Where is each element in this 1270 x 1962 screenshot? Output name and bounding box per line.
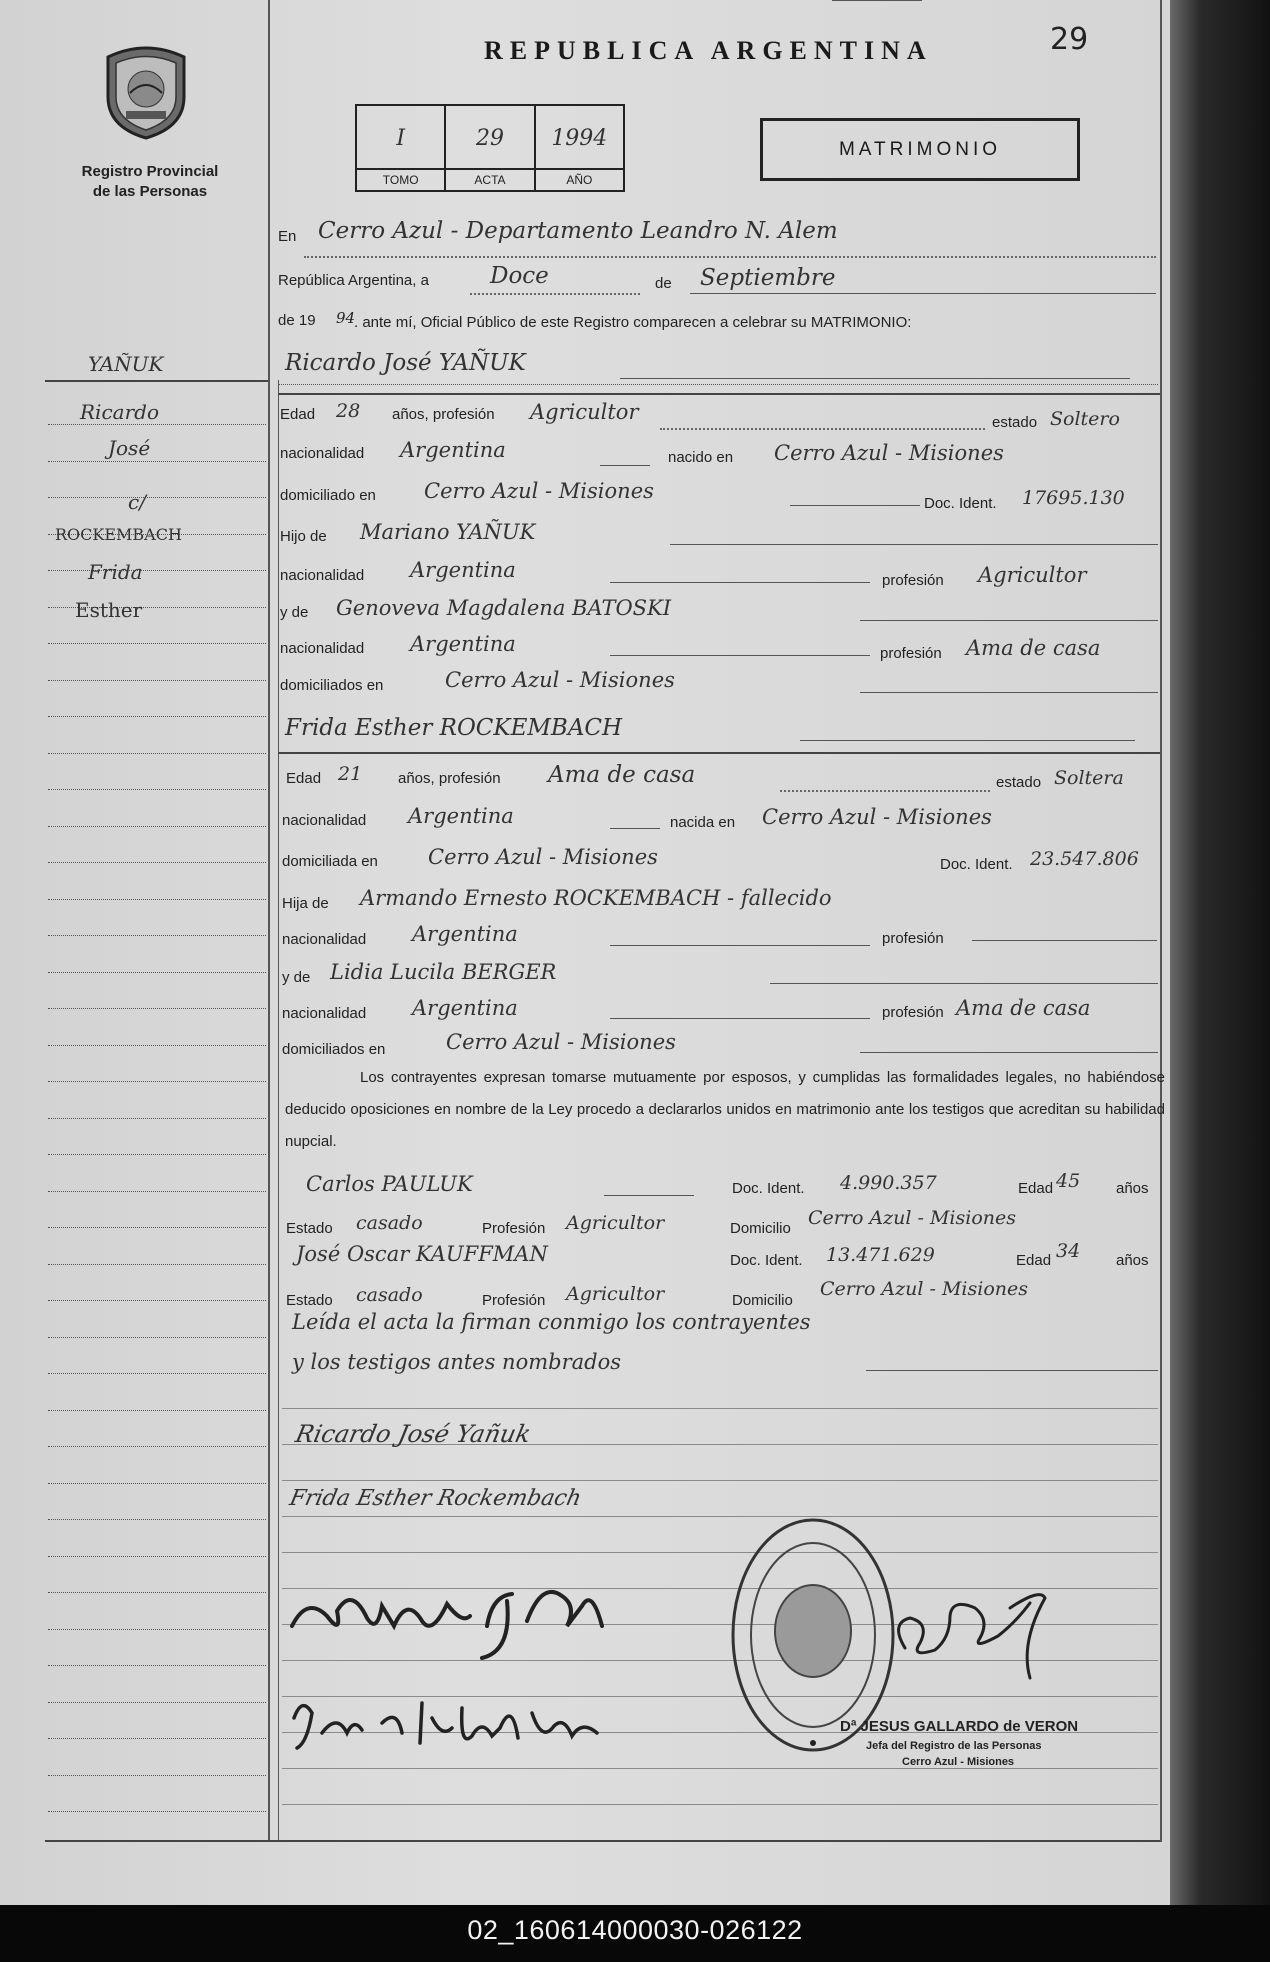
groom-mother-nat: Argentina [410, 632, 516, 656]
closing-line-2: y los testigos antes nombrados [292, 1350, 621, 1374]
bride-father-nat-label: nacionalidad [282, 931, 367, 948]
groom-father-nat: Argentina [410, 558, 516, 582]
groom-father-nat-label: nacionalidad [280, 567, 365, 584]
witness2-dom: Cerro Azul - Misiones [820, 1278, 1028, 1300]
margin-rule [48, 826, 266, 827]
groom-mother: Genoveva Magdalena BATOSKI [336, 596, 672, 620]
content-rule [282, 1480, 1158, 1481]
witness2-doc-label: Doc. Ident. [730, 1252, 803, 1269]
margin-rule [48, 1811, 266, 1812]
groom-mother-line [860, 620, 1158, 621]
witness2-prof: Agricultor [566, 1283, 665, 1305]
bride-father-nat-line [610, 945, 870, 946]
officer-statement: . ante mí, Oficial Público de este Registro comparecen a celebrar su MATRIMONIO: [354, 314, 912, 331]
witness2-estado-label: Estado [286, 1292, 333, 1309]
bride-father-nat: Argentina [412, 922, 518, 946]
year-prefix: de 19 [278, 312, 316, 329]
groom-mother-nat-label: nacionalidad [280, 640, 365, 657]
margin-rule [48, 753, 266, 754]
bride-father-prof-label: profesión [882, 930, 944, 947]
anio-cell [536, 106, 623, 190]
margin-rule [48, 1483, 266, 1484]
groom-father-line [670, 544, 1158, 545]
margin-rule [48, 1519, 266, 1520]
bride-parents-dom: Cerro Azul - Misiones [446, 1030, 676, 1054]
month-value: Septiembre [700, 265, 836, 291]
margin-rule [48, 1775, 266, 1776]
margin-rule [48, 972, 266, 973]
witness2-anos-label: años [1116, 1252, 1149, 1269]
margin-rule [48, 899, 266, 900]
bride-mother: Lidia Lucila BERGER [330, 960, 557, 984]
registry-heading [55, 162, 245, 202]
officer-location: Cerro Azul - Misiones [902, 1756, 1015, 1768]
margin-rule [48, 789, 266, 790]
tomo-label: TOMO [357, 168, 444, 190]
groom-father-prof: Agricultor [978, 563, 1087, 587]
republica-label: República Argentina, a [278, 272, 429, 289]
day-leader [470, 293, 640, 295]
witness1-dom-label: Domicilio [730, 1220, 791, 1237]
margin-rule [48, 643, 266, 644]
bride-prof-leader [780, 790, 990, 792]
groom-age-label: Edad [280, 406, 316, 423]
registry-line-2: de las Personas [92, 183, 208, 200]
groom-nacido-label: nacido en [668, 449, 734, 466]
groom-father: Mariano YAÑUK [360, 520, 536, 544]
content-rule [282, 1552, 1158, 1553]
margin-rule [48, 1337, 266, 1338]
witness1-signature [282, 1566, 622, 1666]
margin-rule [48, 1592, 266, 1593]
groom-dom-line [790, 505, 920, 506]
groom-parents-dom-label: domiciliados en [280, 677, 384, 694]
groom-yde-label: y de [280, 604, 309, 621]
de-label: de [655, 275, 672, 292]
bride-anos-label: años, profesión [398, 770, 501, 787]
margin-rule [48, 1373, 266, 1374]
bride-doc-label: Doc. Ident. [940, 856, 1013, 873]
scan-file-code: 02_160614000030-026122 [467, 1915, 803, 1945]
bride-civil-status: Soltera [1054, 767, 1124, 789]
witness2-doc: 13.471.629 [826, 1244, 935, 1266]
margin-rule [48, 497, 266, 498]
content-rule [282, 1768, 1158, 1769]
margin-top-rule [45, 380, 268, 382]
margin-connector: c/ [128, 490, 146, 514]
page-number: 29 [1050, 22, 1089, 57]
margin-rule [48, 1556, 266, 1557]
officer-name: Dª JESUS GALLARDO de VERON [840, 1718, 1079, 1735]
right-border [1160, 0, 1162, 1842]
margin-rule [48, 1081, 266, 1082]
bride-hija-label: Hija de [282, 895, 329, 912]
groom-full-name: Ricardo José YAÑUK [285, 350, 526, 376]
record-type-box: MATRIMONIO [760, 118, 1080, 181]
bride-mother-nat-line [610, 1018, 870, 1019]
witness1-prof: Agricultor [566, 1212, 665, 1234]
groom-mother-nat-line [610, 655, 870, 656]
margin-given-1: Ricardo [80, 400, 159, 424]
groom-domicile: Cerro Azul - Misiones [424, 479, 654, 503]
groom-profession: Agricultor [530, 400, 639, 424]
groom-nat-label: nacionalidad [280, 445, 365, 462]
margin-rule [48, 1264, 266, 1265]
registry-line-1: Registro Provincial [81, 163, 219, 180]
margin-rule [48, 1410, 266, 1411]
groom-anos-label: años, profesión [392, 406, 495, 423]
margin-rule [48, 716, 266, 717]
groom-dom-label: domiciliado en [280, 487, 376, 504]
margin-given-2: José [108, 436, 151, 460]
groom-mother-prof-label: profesión [880, 645, 942, 662]
bottom-rule [45, 1840, 1160, 1842]
bride-mother-nat: Argentina [412, 996, 518, 1020]
witness2-status: casado [356, 1284, 423, 1306]
groom-nationality: Argentina [400, 438, 506, 462]
witness1-estado-label: Estado [286, 1220, 333, 1237]
margin-rule [48, 1008, 266, 1009]
groom-prof-leader [660, 428, 985, 430]
margin-rule [48, 1629, 266, 1630]
witness2-name: José Oscar KAUFFMAN [296, 1242, 548, 1266]
groom-father-prof-label: profesión [882, 572, 944, 589]
margin-spouse-given-2: Esther [75, 598, 143, 622]
bride-father-prof-line [972, 940, 1157, 941]
margin-rule [48, 1300, 266, 1301]
declaration-text: Los contrayentes expresan tomarse mutuamente por esposos, y cumplidas las formalidades legales, no habiéndose deducido oposiciones en nombre de la Ley procedo a declararlos unidos en matrimonio ante los testigos que acreditan su habilidad nupcial. [285, 1069, 1165, 1150]
record-reference-box [355, 104, 625, 192]
acta-label: ACTA [446, 168, 533, 190]
margin-rule [48, 461, 266, 462]
bride-signature: Frida Esther Rockembach [287, 1486, 584, 1511]
day-value: Doce [490, 263, 549, 289]
margin-rule [48, 935, 266, 936]
bride-nacida-label: nacida en [670, 814, 736, 831]
bride-dom-line [832, 0, 922, 1]
bride-name-line [800, 740, 1135, 741]
bride-age-label: Edad [286, 770, 322, 787]
bride-mother-prof-label: profesión [882, 1004, 944, 1021]
bride-section-rule [278, 752, 1160, 754]
margin-rule [48, 1446, 266, 1447]
bride-full-name: Frida Esther ROCKEMBACH [285, 715, 623, 741]
witness2-edad-label: Edad [1016, 1252, 1052, 1269]
content-rule [282, 1804, 1158, 1805]
witness2-dom-label: Domicilio [732, 1292, 793, 1309]
groom-doc-label: Doc. Ident. [924, 495, 997, 512]
margin-rule [48, 424, 266, 425]
anio-value: 1994 [551, 126, 608, 151]
closing-line-rule [866, 1370, 1158, 1371]
groom-parents-dom-line [860, 692, 1158, 693]
country-title: REPUBLICA ARGENTINA [484, 36, 933, 65]
witness1-name: Carlos PAULUK [306, 1172, 473, 1196]
bride-nat-label: nacionalidad [282, 812, 367, 829]
witness1-age: 45 [1056, 1170, 1081, 1192]
margin-surname: YAÑUK [88, 352, 164, 376]
bride-mother-line [770, 983, 1158, 984]
witness2-age: 34 [1056, 1240, 1081, 1262]
margin-rule [48, 680, 266, 681]
bride-mother-prof: Ama de casa [956, 996, 1091, 1020]
witness1-name-line [604, 1195, 694, 1196]
witness1-doc-label: Doc. Ident. [732, 1180, 805, 1197]
groom-father-nat-line [610, 582, 870, 583]
bride-profession: Ama de casa [548, 762, 696, 788]
groom-civil-status: Soltero [1050, 408, 1120, 430]
groom-name-line [620, 378, 1130, 379]
month-line [690, 293, 1156, 294]
witness1-status: casado [356, 1212, 423, 1234]
margin-rule [48, 1738, 266, 1739]
groom-mother-prof: Ama de casa [966, 636, 1101, 660]
closing-line-1: Leída el acta la firman conmigo los contrayentes [292, 1310, 811, 1334]
margin-rule [48, 1665, 266, 1666]
margin-rule [48, 1191, 266, 1192]
witness1-dom: Cerro Azul - Misiones [808, 1207, 1016, 1229]
bride-estado-label: estado [996, 774, 1042, 791]
bride-birthplace: Cerro Azul - Misiones [762, 805, 992, 829]
bride-yde-label: y de [282, 969, 311, 986]
margin-rule [48, 1045, 266, 1046]
bride-nationality: Argentina [408, 804, 514, 828]
witness1-prof-label: Profesión [482, 1220, 546, 1237]
acta-cell [446, 106, 535, 190]
margin-rule [48, 862, 266, 863]
place-value: Cerro Azul - Departamento Leandro N. Alem [318, 218, 838, 244]
content-left-border [278, 380, 279, 1840]
witness2-signature [282, 1688, 622, 1758]
margin-rule [48, 1702, 266, 1703]
groom-estado-label: estado [992, 414, 1038, 431]
margin-spouse-surname: ROCKEMBACH [55, 525, 182, 544]
margin-rule [48, 1227, 266, 1228]
witness1-edad-label: Edad [1018, 1180, 1054, 1197]
bride-doc: 23.547.806 [1030, 848, 1139, 870]
place-leader [304, 256, 1156, 258]
en-label: En [278, 228, 297, 245]
content-rule [282, 1516, 1158, 1517]
bride-parents-dom-line [860, 1052, 1158, 1053]
bride-father: Armando Ernesto ROCKEMBACH - fallecido [360, 886, 832, 910]
margin-rule [48, 570, 266, 571]
margin-divider [268, 0, 270, 1842]
margin-rule [48, 1154, 266, 1155]
scan-edge-shadow [1170, 0, 1270, 1905]
margin-rule [48, 1118, 266, 1119]
bride-mother-nat-label: nacionalidad [282, 1005, 367, 1022]
witness1-anos-label: años [1116, 1180, 1149, 1197]
bride-age: 21 [338, 763, 363, 785]
groom-name-rule [278, 384, 1158, 385]
groom-age: 28 [336, 400, 361, 422]
year-suffix: 94 [336, 309, 356, 327]
officer-signature [880, 1578, 1050, 1688]
content-rule [282, 1408, 1158, 1409]
bride-nat-line [610, 828, 660, 829]
anio-label: AÑO [536, 168, 623, 190]
groom-parents-dom: Cerro Azul - Misiones [445, 668, 675, 692]
groom-signature: Ricardo José Yañuk [293, 1420, 534, 1448]
bride-parents-dom-label: domiciliados en [282, 1041, 386, 1058]
witness2-prof-label: Profesión [482, 1292, 546, 1309]
groom-doc: 17695.130 [1022, 487, 1125, 509]
tomo-value: I [396, 126, 406, 151]
margin-spouse-given-1: Frida [88, 560, 143, 584]
groom-hijo-label: Hijo de [280, 528, 327, 545]
bride-dom-label: domiciliada en [282, 853, 378, 870]
acta-value: 29 [475, 126, 504, 151]
witness1-doc: 4.990.357 [840, 1172, 937, 1194]
groom-birthplace: Cerro Azul - Misiones [774, 441, 1004, 465]
provincial-seal-icon [100, 45, 192, 140]
officer-title: Jefa del Registro de las Personas [866, 1740, 1042, 1752]
groom-nat-line [600, 465, 650, 466]
groom-section-rule [278, 393, 1160, 395]
tomo-cell [357, 106, 446, 190]
bride-domicile: Cerro Azul - Misiones [428, 845, 658, 869]
